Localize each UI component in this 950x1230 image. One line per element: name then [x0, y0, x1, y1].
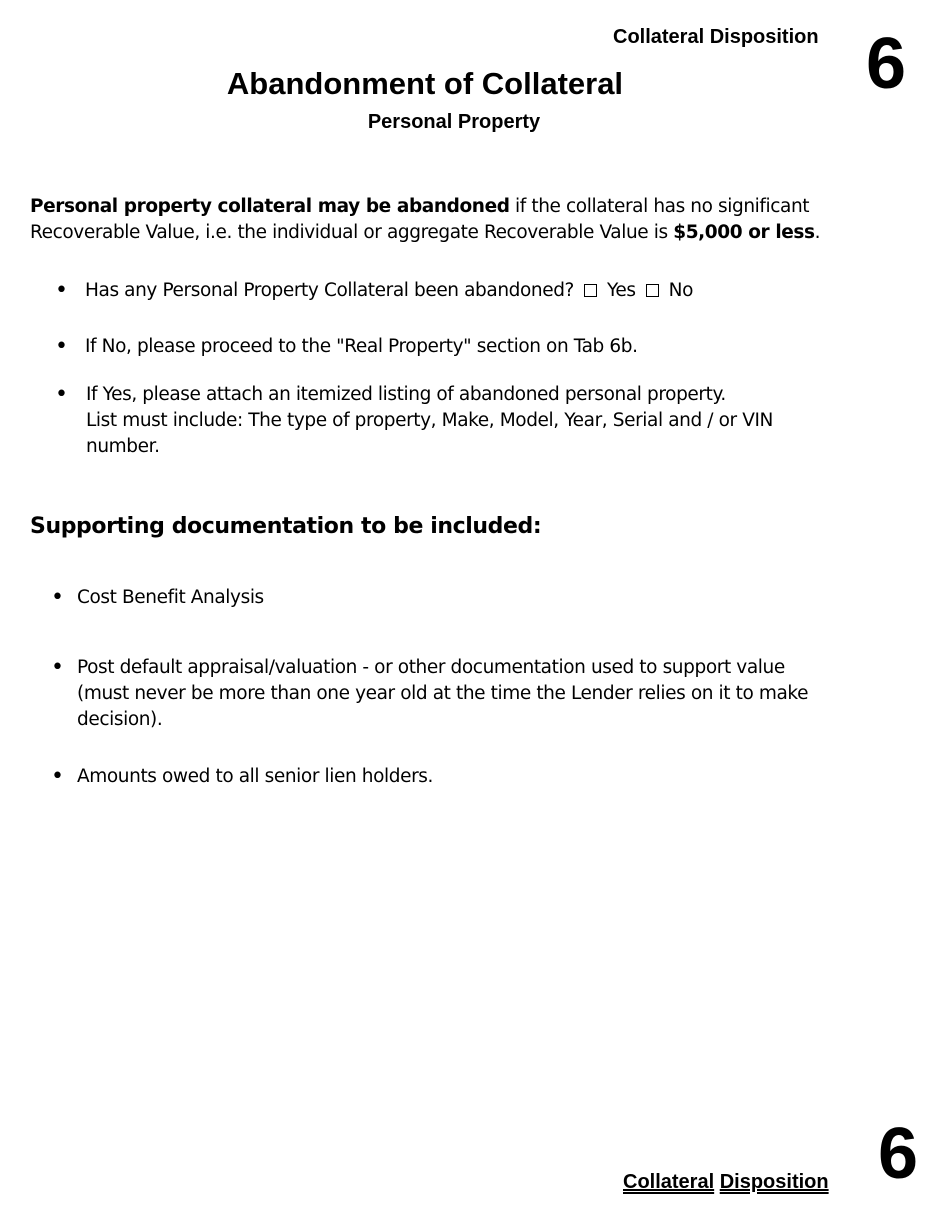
bullet-icon: • — [55, 382, 68, 407]
instruction-if-no — [55, 334, 875, 364]
footer-tab-number: 6 — [878, 1114, 919, 1194]
list-item-text: Amounts owed to all senior lien holders. — [77, 766, 434, 787]
instruction-text — [86, 382, 806, 460]
footer-section-label — [623, 1171, 829, 1194]
question-label: Has any Personal Property Collateral been abandoned? — [85, 280, 574, 301]
bullet-icon: • — [51, 655, 64, 680]
no-label: No — [668, 280, 694, 301]
intro-text: if the collateral has no significant Recoverable Value, i.e. the individual or aggregate Recoverable Value is — [30, 196, 810, 243]
bullet-icon: • — [55, 334, 68, 359]
list-item — [51, 585, 871, 615]
instruction-if-yes — [55, 382, 875, 462]
footer-word-collateral: Collateral — [623, 1171, 715, 1193]
supporting-heading: Supporting documentation to be included: — [30, 514, 542, 539]
page-title: Abandonment of Collateral — [226, 66, 624, 101]
list-item-text: Post default appraisal/valuation - or other documentation used to support value (must never be more than one year old at the time the Lender relies on it to make decision). — [77, 657, 809, 730]
bullet-icon: • — [51, 585, 64, 610]
bullet-icon: • — [55, 278, 68, 303]
intro-end: . — [814, 222, 821, 243]
question-text — [85, 278, 865, 304]
instruction-line: List must include: The type of property, Make, Model, Year, Serial and / or VIN number. — [86, 410, 773, 457]
list-item — [51, 764, 871, 794]
tab-number: 6 — [866, 24, 907, 104]
instruction-text: If No, please proceed to the "Real Property" section on Tab 6b. — [85, 336, 638, 357]
bullet-icon: • — [51, 764, 64, 789]
question-abandoned — [55, 278, 875, 308]
no-checkbox[interactable] — [646, 284, 659, 297]
list-item-text: Cost Benefit Analysis — [77, 587, 264, 608]
footer-word-disposition: Disposition — [719, 1171, 829, 1193]
section-label: Collateral Disposition — [613, 26, 819, 48]
instruction-line: If Yes, please attach an itemized listing of abandoned personal property. — [86, 384, 726, 405]
page-subtitle: Personal Property — [367, 111, 541, 133]
yes-label: Yes — [606, 280, 636, 301]
intro-amount: $5,000 or less — [673, 222, 815, 243]
yes-checkbox[interactable] — [584, 284, 597, 297]
intro-paragraph — [30, 194, 910, 246]
intro-bold-lead: Personal property collateral may be abandoned — [30, 196, 510, 217]
list-item — [51, 655, 871, 735]
